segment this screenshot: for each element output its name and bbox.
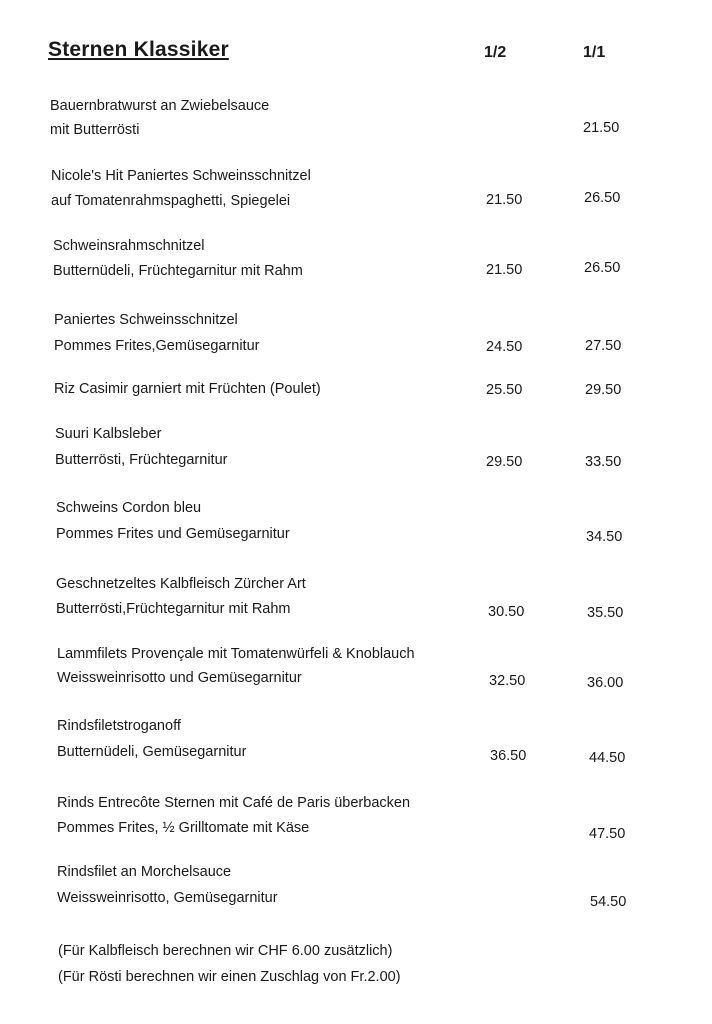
price-full: 26.50 — [584, 260, 621, 276]
price-full: 27.50 — [585, 338, 622, 354]
column-header-full: 1/1 — [583, 44, 606, 61]
price-half: 32.50 — [489, 673, 526, 689]
menu-item-description: Butternüdeli, Gemüsegarnitur — [57, 744, 247, 760]
price-half: 29.50 — [486, 454, 523, 470]
price-full: 47.50 — [589, 826, 626, 842]
menu-item-name: Rindsfiletstroganoff — [57, 718, 181, 734]
menu-item-description: Butterrösti,Früchtegarnitur mit Rahm — [56, 601, 291, 617]
menu-title: Sternen Klassiker — [48, 38, 229, 61]
menu-item-description: Pommes Frites und Gemüsegarnitur — [56, 526, 290, 542]
menu-item — [0, 167, 712, 217]
price-full: 35.50 — [587, 605, 624, 621]
price-full: 44.50 — [589, 750, 626, 766]
price-full: 54.50 — [590, 894, 627, 910]
menu-item-description: mit Butterrösti — [50, 122, 140, 138]
price-full: 33.50 — [585, 454, 622, 470]
price-half: 21.50 — [486, 262, 523, 278]
surcharge-note-roesti: (Für Rösti berechnen wir einen Zuschlag von Fr.2.00) — [58, 969, 401, 985]
menu-item-name: Geschnetzeltes Kalbfleisch Zürcher Art — [56, 576, 306, 592]
menu-item-description: Pommes Frites,Gemüsegarnitur — [54, 338, 260, 354]
price-full: 34.50 — [586, 529, 623, 545]
menu-item-description: Butternüdeli, Früchtegarnitur mit Rahm — [53, 263, 303, 279]
menu-item-description: Weissweinrisotto, Gemüsegarnitur — [57, 890, 278, 906]
menu-item — [0, 97, 712, 147]
menu-item — [0, 380, 712, 430]
menu-item — [0, 575, 712, 625]
menu-item-name: Paniertes Schweinsschnitzel — [54, 312, 238, 328]
menu-item-name: Suuri Kalbsleber — [55, 426, 162, 442]
menu-item-name: Bauernbratwurst an Zwiebelsauce — [50, 98, 270, 114]
menu-item — [0, 499, 712, 549]
menu-item-name: Rinds Entrecôte Sternen mit Café de Paris überbacken — [57, 795, 411, 811]
menu-item-name: Rindsfilet an Morchelsauce — [57, 864, 232, 880]
price-full: 29.50 — [585, 382, 622, 398]
column-header-half: 1/2 — [484, 44, 507, 61]
menu-item-name: Nicole's Hit Paniertes Schweinsschnitzel — [51, 168, 311, 184]
menu-item-description: Butterrösti, Früchtegarnitur — [55, 452, 228, 468]
menu-item-description: Weissweinrisotto und Gemüsegarnitur — [57, 670, 302, 686]
price-half: 25.50 — [486, 382, 523, 398]
price-full: 21.50 — [583, 120, 620, 136]
price-full: 36.00 — [587, 675, 624, 691]
menu-item-description: auf Tomatenrahmspaghetti, Spiegelei — [51, 193, 291, 209]
menu-item — [0, 237, 712, 287]
menu-item-name: Schweins Cordon bleu — [56, 500, 202, 516]
menu-item — [0, 717, 712, 767]
menu-item — [0, 645, 712, 695]
price-full: 26.50 — [584, 190, 621, 206]
menu-item-name: Lammfilets Provençale mit Tomatenwürfeli & Knoblauch — [57, 646, 415, 662]
menu-item-description: Pommes Frites, ½ Grilltomate mit Käse — [57, 820, 310, 836]
menu-item-name: Schweinsrahmschnitzel — [53, 238, 205, 254]
menu-item — [0, 794, 712, 844]
price-half: 21.50 — [486, 192, 523, 208]
surcharge-note-veal: (Für Kalbfleisch berechnen wir CHF 6.00 zusätzlich) — [58, 943, 393, 959]
price-half: 24.50 — [486, 339, 523, 355]
menu-item — [0, 863, 712, 913]
menu-item-name: Riz Casimir garniert mit Früchten (Poulet) — [54, 381, 321, 397]
menu-item — [0, 425, 712, 475]
price-half: 36.50 — [490, 748, 527, 764]
price-half: 30.50 — [488, 604, 525, 620]
menu-item — [0, 311, 712, 361]
